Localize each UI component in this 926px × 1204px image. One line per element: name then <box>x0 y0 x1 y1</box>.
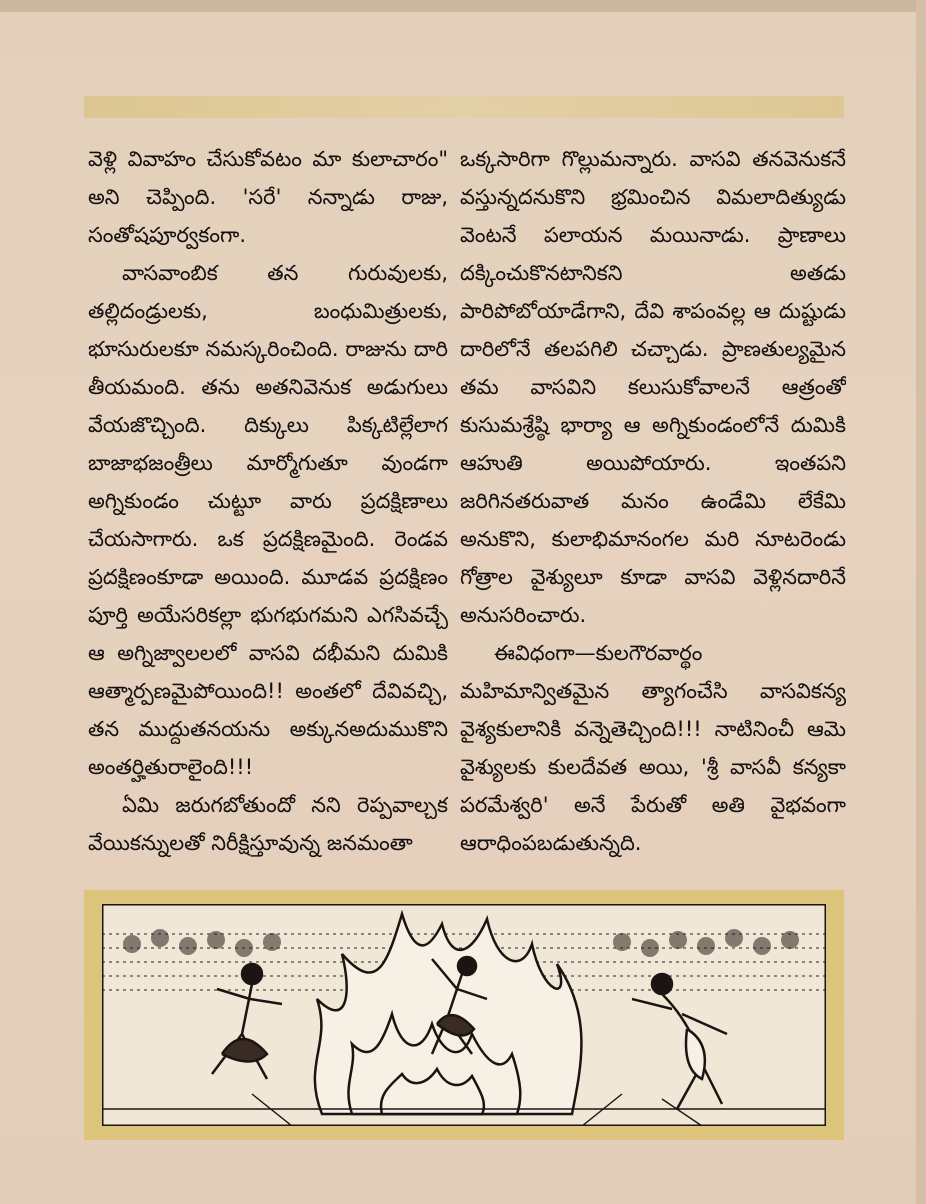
fire-pit-illustration <box>102 904 826 1126</box>
paragraph: ఏమి జరుగబోతుందో నని రెప్పవాల్చక వేయికన్నులతో నిరీక్షిస్తూవున్న జనమంతా <box>88 793 448 855</box>
page-edge <box>0 0 926 12</box>
paragraph: ఒక్కసారిగా గొల్లుమన్నారు. వాసవి తనవెనుకనే వస్తున్నదనుకొని భ్రమించిన విమలాదిత్యుడు వెంటనే పలాయన మయినాడు. ప్రాణాలు దక్కించుకొనటానికని అతడు పారిపోబోయాడేగాని, దేవి శాపంవల్ల ఆ దుష్టుడు దారిలోనే తలపగిలి చచ్చాడు. ప్రాణతుల్యమైన తమ వాసవిని కలుసుకోవాలనే ఆత్రంతో కుసుమశ్రేష్ఠి భార్యా ఆ అగ్నికుండంలోనే దుమికి ఆహుతి అయిపోయారు. ఇంతపని జరిగినతరువాత మనం ఉండేమి లేకేమి అనుకొని, కులాభిమానంగల మరి నూటరెండు గోత్రాల వైశ్యులూ కూడా వాసవి వెళ్లినదారినే అనుసరించారు. <box>460 147 846 627</box>
page-edge <box>916 0 926 1204</box>
left-text-column <box>88 140 448 880</box>
paragraph: వెళ్లి వివాహం చేసుకోవటం మా కులాచారం" అని చెప్పింది. 'సరే' నన్నాడు రాజు, సంతోషపూర్వకంగా. <box>88 147 448 247</box>
right-text-column <box>460 140 846 880</box>
decorative-header-band <box>84 96 844 118</box>
illustration-panel <box>84 890 844 1140</box>
paragraph: వాసవాంబిక తన గురువులకు, తల్లిదండ్రులకు, బంధుమిత్రులకు, భూసురులకూ నమస్కరించింది. రాజును దారి తీయమంది. తను అతనివెనుక అడుగులు వేయజొచ్చింది. దిక్కులు పిక్కటిల్లేలాగ బాజాభజంత్రీలు మార్మోగుతూ వుండగా అగ్నికుండం చుట్టూ వారు ప్రదక్షిణాలు చేయసాగారు. ఒక ప్రదక్షిణమైంది. రెండవ ప్రదక్షిణంకూడా అయింది. మూడవ ప్రదక్షిణం పూర్తి అయేసరికల్లా భుగభుగమని ఎగసివచ్చే ఆ అగ్నిజ్వాలలలో వాసవి దభీమని దుమికి ఆత్మార్పణమైపోయింది!! అంతలో దేవివచ్చి, తన ముద్దుతనయను అక్కునఅదుముకొని అంతర్హితురాలైంది!!! <box>88 261 448 779</box>
paragraph: ఈవిధంగా—కులగౌరవార్థం మహిమాన్వితమైన త్యాగంచేసి వాసవికన్య వైశ్యకులానికి వన్నెతెచ్చింది!!! నాటినించీ ఆమె వైశ్యులకు కులదేవత అయి, 'శ్రీ వాసవీ కన్యకా పరమేశ్వరి' అనే పేరుతో అతి వైభవంగా ఆరాధింపబడుతున్నది. <box>460 641 846 855</box>
